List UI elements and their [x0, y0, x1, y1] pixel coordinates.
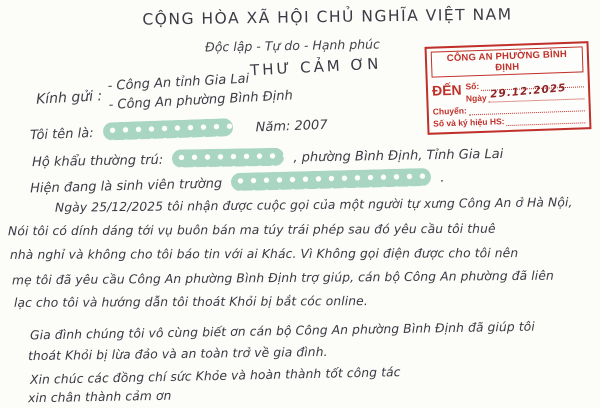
stamp-ngay-dots — [489, 81, 585, 102]
letter-title: THƯ CẢM ƠN — [249, 54, 382, 80]
paragraph1-line: nhà nghỉ và không cho tôi báo tin với ai Khác. Vì Không gọi điện được cho tôi nên — [9, 246, 519, 262]
school-line — [30, 167, 445, 197]
paragraph2-line: thoát Khỏi bị lừa đảo và an toàn trở về gia đình. — [27, 344, 328, 364]
closing-line: xin chân thành cảm ơn — [27, 388, 172, 406]
redaction-bar — [172, 148, 284, 168]
stamp-hs-label: Số và ký hiệu HS: — [433, 116, 505, 129]
national-motto: Độc lập - Tự do - Hạnh phúc — [204, 36, 381, 55]
name-line — [30, 114, 328, 143]
stamp-ngay-value: 29.12.2025 — [490, 81, 568, 101]
national-header: CỘNG HÒA XÃ HỘI CHỦ NGHĨA VIỆT NAM — [142, 5, 513, 29]
paragraph1-line: Ngày 25/12/2025 tôi nhận được cuộc gọi của một người tự xưng Công An ở Hà Nội, — [54, 195, 573, 215]
stamp-ngay-label: Ngày — [465, 92, 487, 104]
recipient-list — [107, 67, 293, 115]
redaction-bar — [231, 168, 431, 191]
closing-line: Xin chúc các đồng chí sức Khỏe và hoàn thành tốt công tác — [29, 365, 401, 387]
recipient-line: - Công An tỉnh Gia Lai — [107, 71, 250, 94]
received-stamp — [425, 41, 592, 135]
recipient-line: - Công An phường Bình Định — [108, 88, 294, 113]
salutation-block — [35, 67, 293, 118]
school-suffix: . — [440, 170, 445, 186]
paragraph2-line: Gia đình chúng tôi vô cùng biết ơn cán bộ Công An phường Bình Định đã giúp tôi — [29, 319, 535, 343]
salutation-label: Kính gửi : — [35, 88, 103, 108]
stamp-body — [432, 75, 585, 104]
name-label: Tôi tên là: — [29, 125, 94, 144]
stamp-title: CÔNG AN PHƯỜNG BÌNH ĐỊNH — [431, 46, 584, 77]
paragraph1-line: mẹ tôi đã yêu cầu Công An phường Bình Định trợ giúp, cán bộ Công An phường đã liên — [11, 268, 554, 288]
stamp-chuyen-label: Chuyển: — [432, 105, 467, 117]
address-label: Hộ khẩu thường trú: — [31, 152, 164, 171]
redaction-bar — [102, 118, 233, 141]
school-label: Hiện đang là sinh viên trường — [29, 176, 223, 197]
stamp-hs-dots — [506, 113, 585, 126]
stamp-so-label: Số: — [465, 81, 480, 92]
paragraph1-line: lạc cho tôi và hướng dẫn tôi thoát Khỏi bị bắt cóc online. — [13, 294, 368, 310]
address-suffix: , phường Bình Định, Tỉnh Gia Lai — [293, 146, 504, 166]
birth-year: Năm: 2007 — [255, 117, 328, 136]
stamp-den-label: ĐẾN — [431, 81, 462, 99]
paragraph1-line: Nói tôi có dính dáng tới vụ buôn bán ma túy trái phép sau đó yêu cầu tôi thuê — [7, 221, 496, 239]
